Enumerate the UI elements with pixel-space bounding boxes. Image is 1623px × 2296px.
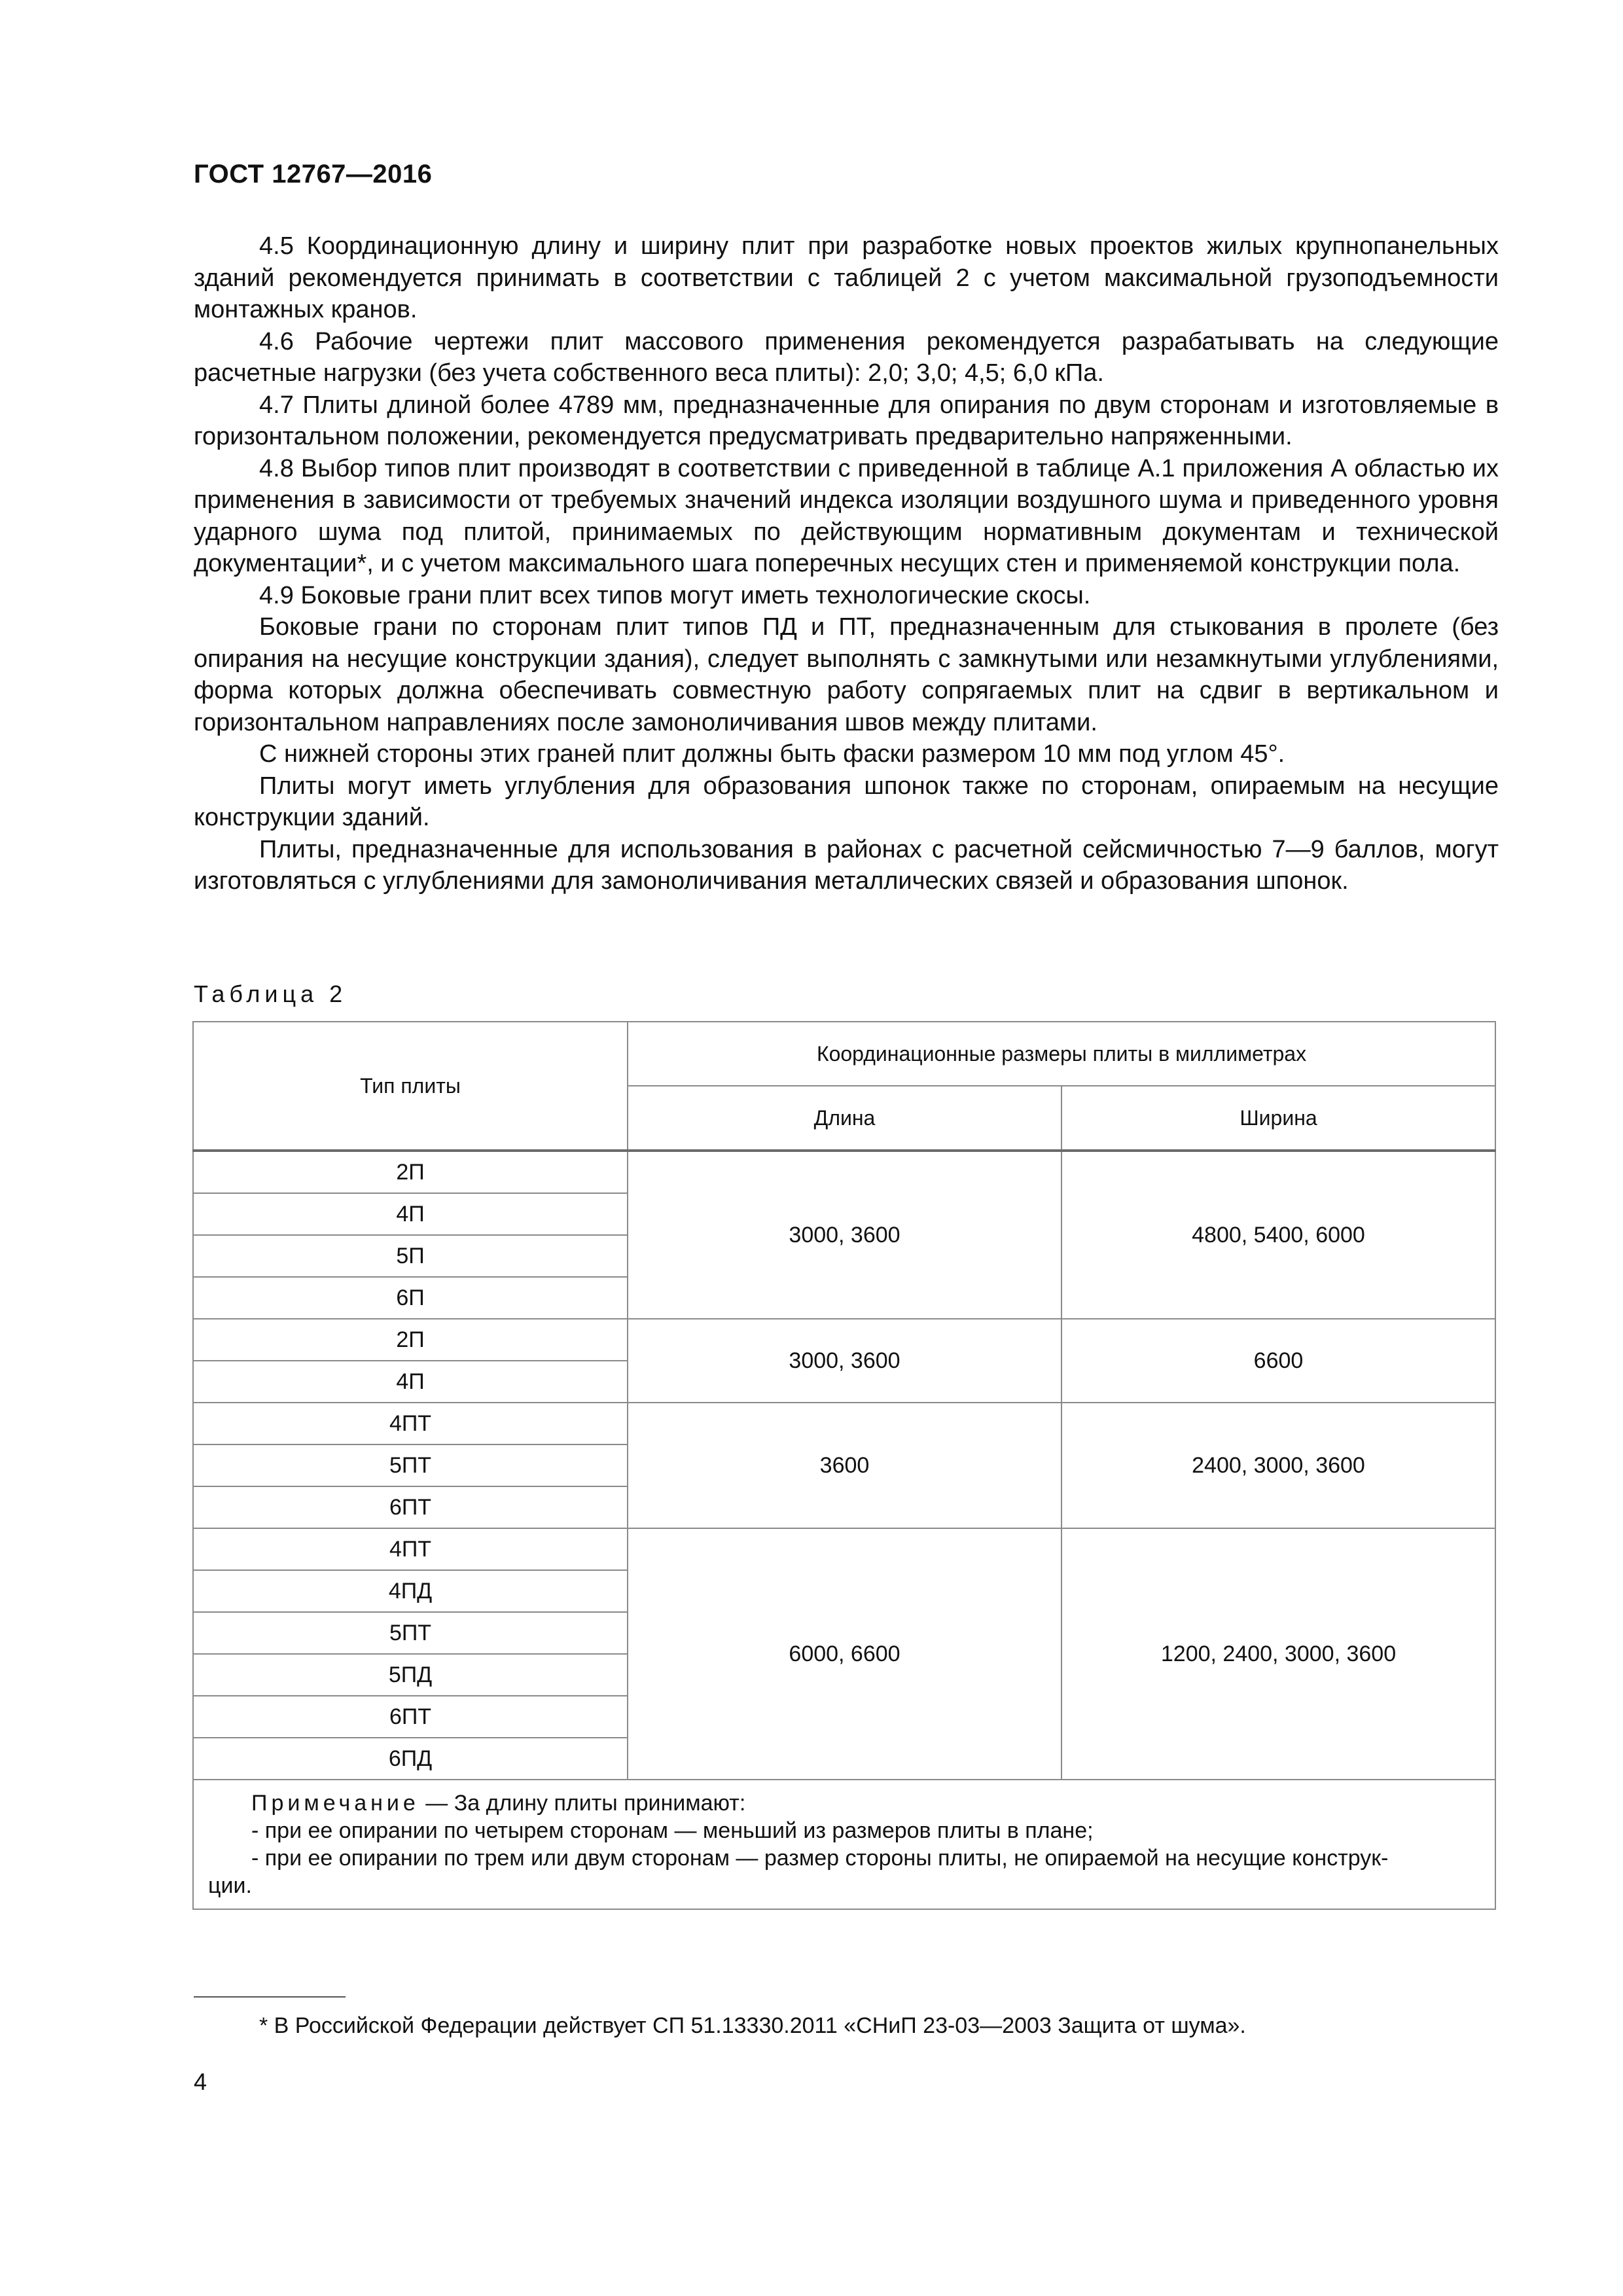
slab-type-cell: 4ПТ (193, 1528, 628, 1570)
width-cell: 1200, 2400, 3000, 3600 (1061, 1528, 1495, 1780)
slab-type-cell: 4П (193, 1361, 628, 1403)
width-cell: 4800, 5400, 6000 (1061, 1151, 1495, 1319)
paragraph-4-7: 4.7 Плиты длиной более 4789 мм, предназначенные для опирания по двум сторонам и изготовляемые в горизонтальном положении, рекомендуется предусматривать предварительно напряженными. (194, 391, 1499, 450)
slab-type-cell: 5П (193, 1235, 628, 1277)
slab-type-cell: 2П (193, 1151, 628, 1193)
length-cell: 3000, 3600 (628, 1151, 1061, 1319)
slab-type-cell: 4П (193, 1193, 628, 1235)
table-row (193, 1151, 1495, 1193)
header-width: Ширина (1061, 1086, 1495, 1151)
note-label: Примечание (251, 1791, 419, 1816)
length-cell: 3600 (628, 1403, 1061, 1528)
paragraph-4-9: 4.9 Боковые грани плит всех типов могут иметь технологические скосы. (259, 581, 1091, 609)
footnote: * В Российской Федерации действует СП 51.13330.2011 «СНиП 23-03—2003 Защита от шума». (259, 2013, 1246, 2038)
slab-type-cell: 4ПТ (193, 1403, 628, 1444)
length-cell: 3000, 3600 (628, 1319, 1061, 1403)
slab-type-cell: 6ПТ (193, 1696, 628, 1738)
paragraph-seismic: Плиты, предназначенные для использования в районах с расчетной сейсмичностью 7—9 баллов, могут изготовляться с углублениями для замоноличивания металлических связей и образования шпонок. (194, 835, 1499, 895)
paragraph-chamfers: С нижней стороны этих граней плит должны быть фаски размером 10 мм под углом 45°. (259, 740, 1285, 768)
slab-type-cell: 6ПД (193, 1738, 628, 1780)
note-item-2: - при ее опирании по трем или двум сторонам — размер стороны плиты, не опираемой на несущие конструк- (251, 1846, 1389, 1871)
paragraph-4-8: 4.8 Выбор типов плит производят в соответствии с приведенной в таблице А.1 приложения А областью их применения в зависимости от требуемых значений индекса изоляции воздушного шума и приведенного уровня ударного шума под плитой, принимаемых по действующим нормативным документам и технической документации*, и с учетом максимального шага поперечных несущих стен и применяемой конструкции пола. (194, 454, 1499, 577)
note-intro-line (208, 1789, 1480, 1817)
table-container (192, 1021, 1495, 1910)
slab-type-cell: 4ПД (193, 1570, 628, 1612)
table-row (193, 1528, 1495, 1570)
page-number: 4 (194, 2068, 207, 2095)
slab-type-cell: 6ПТ (193, 1486, 628, 1528)
slab-type-cell: 6П (193, 1277, 628, 1319)
width-cell: 6600 (1061, 1319, 1495, 1403)
table-row (193, 1403, 1495, 1444)
header-length: Длина (628, 1086, 1061, 1151)
paragraph-side-faces: Боковые грани по сторонам плит типов ПД и ПТ, предназначенным для стыкования в пролете (без опирания на несущие конструкции здания), следует выполнять с замкнутыми или незамкнутыми углублениями, форма которых должна обеспечивать совместную работу сопрягаемых плит на сдвиг в вертикальном и горизонтальном направлениях после замоноличивания швов между плитами. (194, 613, 1499, 736)
header-slab-type: Тип плиты (193, 1022, 628, 1151)
paragraph-4-6: 4.6 Рабочие чертежи плит массового применения рекомендуется разрабатывать на следующие расчетные нагрузки (без учета собственного веса плиты): 2,0; 3,0; 4,5; 6,0 кПа. (194, 327, 1499, 387)
length-cell: 6000, 6600 (628, 1528, 1061, 1780)
slab-type-cell: 2П (193, 1319, 628, 1361)
slab-dimensions-table (192, 1021, 1496, 1910)
note-intro: — За длину плиты принимают: (425, 1791, 746, 1816)
footnote-separator (194, 1996, 346, 1998)
table-caption: Таблица 2 (194, 980, 348, 1007)
document-header: ГОСТ 12767—2016 (194, 160, 433, 188)
table-note-row (193, 1780, 1495, 1909)
width-cell: 2400, 3000, 3600 (1061, 1403, 1495, 1528)
slab-type-cell: 5ПТ (193, 1612, 628, 1654)
body-text (194, 230, 1499, 897)
paragraph-4-5: 4.5 Координационную длину и ширину плит при разработке новых проектов жилых крупнопанельных зданий рекомендуется принимать в соответствии с таблицей 2 с учетом максимальной грузоподъемности монтажных кранов. (194, 232, 1499, 323)
slab-type-cell: 5ПТ (193, 1444, 628, 1486)
paragraph-keys: Плиты могут иметь углубления для образования шпонок также по сторонам, опираемым на несущие конструкции зданий. (194, 772, 1499, 831)
table-row (193, 1319, 1495, 1361)
note-item-1: - при ее опирании по четырем сторонам — меньший из размеров плиты в плане; (251, 1818, 1094, 1843)
note-item-2-continuation: ции. (208, 1873, 252, 1898)
header-coordination-dimensions: Координационные размеры плиты в миллиметрах (628, 1022, 1495, 1086)
slab-type-cell: 5ПД (193, 1654, 628, 1696)
table-note (193, 1780, 1495, 1909)
